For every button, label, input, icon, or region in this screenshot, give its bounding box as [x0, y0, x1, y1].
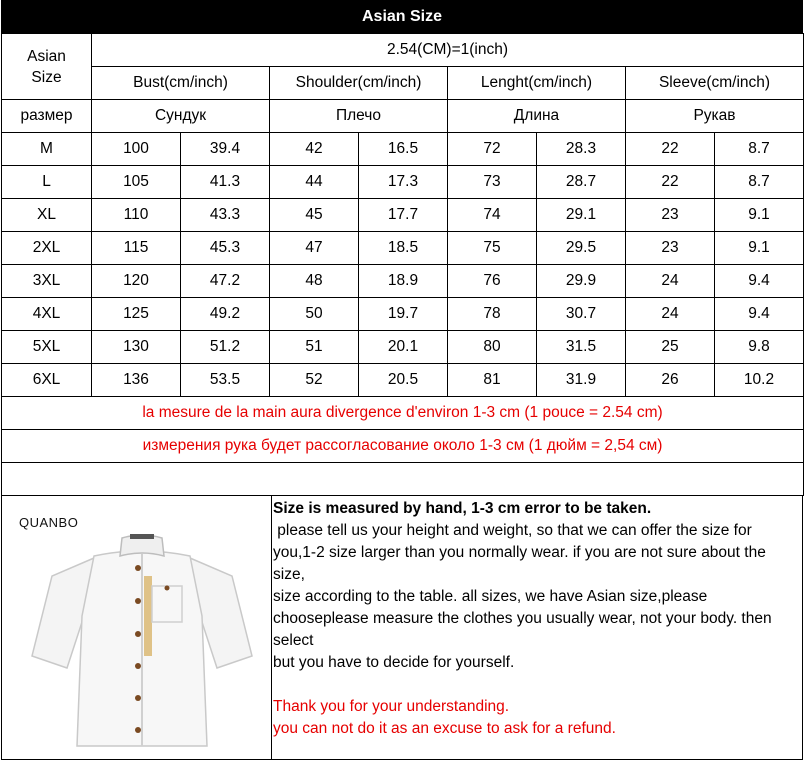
value-cell: 74	[448, 199, 537, 232]
value-cell: 75	[448, 232, 537, 265]
info-line: you,1-2 size larger than you normally wear. if you are not sure about the	[273, 544, 766, 561]
note-row	[2, 397, 804, 430]
value-cell: 22	[626, 133, 715, 166]
value-cell: 130	[92, 331, 181, 364]
value-cell: 42	[270, 133, 359, 166]
value-cell: 31.5	[537, 331, 626, 364]
value-cell: 29.9	[537, 265, 626, 298]
shirt-illustration	[22, 506, 262, 751]
value-cell: 28.7	[537, 166, 626, 199]
size-cell: 3XL	[2, 265, 92, 298]
table-row	[2, 364, 804, 397]
value-cell: 29.5	[537, 232, 626, 265]
asian-size-label: Asian Size	[27, 47, 66, 86]
value-cell: 18.9	[359, 265, 448, 298]
value-cell: 51	[270, 331, 359, 364]
value-cell: 115	[92, 232, 181, 265]
info-bold-line: Size is measured by hand, 1-3 cm error to be taken.	[273, 500, 652, 517]
product-image	[2, 496, 272, 759]
blank-cell	[2, 463, 804, 496]
value-cell: 51.2	[181, 331, 270, 364]
value-cell: 10.2	[715, 364, 804, 397]
info-line: size,	[273, 566, 305, 583]
value-cell: 31.9	[537, 364, 626, 397]
value-cell: 23	[626, 199, 715, 232]
value-cell: 43.3	[181, 199, 270, 232]
value-cell: 52	[270, 364, 359, 397]
size-cell: M	[2, 133, 92, 166]
value-cell: 125	[92, 298, 181, 331]
value-cell: 41.3	[181, 166, 270, 199]
value-cell: 78	[448, 298, 537, 331]
table-row	[2, 166, 804, 199]
size-cell: 5XL	[2, 331, 92, 364]
value-cell: 18.5	[359, 232, 448, 265]
value-cell: 105	[92, 166, 181, 199]
info-line: size according to the table. all sizes, we have Asian size,please	[273, 588, 708, 605]
size-info-text	[273, 498, 803, 740]
value-cell: 25	[626, 331, 715, 364]
table-row	[2, 232, 804, 265]
note-russian: измерения рука будет рассогласование около 1-3 см (1 дюйм = 2,54 см)	[2, 430, 804, 463]
chart-title: Asian Size	[1, 0, 803, 33]
value-cell: 48	[270, 265, 359, 298]
brand-logo: QUANBO	[19, 515, 79, 530]
value-cell: 81	[448, 364, 537, 397]
value-cell: 8.7	[715, 133, 804, 166]
size-cell: L	[2, 166, 92, 199]
value-cell: 9.8	[715, 331, 804, 364]
value-cell: 8.7	[715, 166, 804, 199]
value-cell: 9.1	[715, 199, 804, 232]
value-cell: 24	[626, 265, 715, 298]
product-info-section	[1, 495, 803, 760]
value-cell: 73	[448, 166, 537, 199]
ru-col-sleeve: Рукав	[626, 100, 804, 133]
ru-col-shoulder: Плечо	[270, 100, 448, 133]
value-cell: 49.2	[181, 298, 270, 331]
value-cell: 20.1	[359, 331, 448, 364]
size-cell: 2XL	[2, 232, 92, 265]
value-cell: 20.5	[359, 364, 448, 397]
size-cell: XL	[2, 199, 92, 232]
value-cell: 47	[270, 232, 359, 265]
value-cell: 17.7	[359, 199, 448, 232]
conversion-note: 2.54(CM)=1(inch)	[92, 34, 804, 67]
table-row	[2, 199, 804, 232]
value-cell: 9.4	[715, 265, 804, 298]
value-cell: 30.7	[537, 298, 626, 331]
value-cell: 80	[448, 331, 537, 364]
col-header-bust: Bust(cm/inch)	[92, 67, 270, 100]
value-cell: 50	[270, 298, 359, 331]
value-cell: 45	[270, 199, 359, 232]
size-cell: 4XL	[2, 298, 92, 331]
size-table	[1, 33, 804, 496]
value-cell: 39.4	[181, 133, 270, 166]
header-row-2	[2, 67, 804, 100]
value-cell: 28.3	[537, 133, 626, 166]
value-cell: 17.3	[359, 166, 448, 199]
ru-col-length: Длина	[448, 100, 626, 133]
value-cell: 9.1	[715, 232, 804, 265]
value-cell: 100	[92, 133, 181, 166]
info-line: but you have to decide for yourself.	[273, 654, 515, 671]
table-row	[2, 133, 804, 166]
value-cell: 22	[626, 166, 715, 199]
ru-col-bust: Сундук	[92, 100, 270, 133]
value-cell: 136	[92, 364, 181, 397]
info-line: choosepleasе measure the clothes you usually wear, not your body. then	[273, 610, 772, 627]
ru-size-label: размер	[2, 100, 92, 133]
value-cell: 53.5	[181, 364, 270, 397]
header-row-ru	[2, 100, 804, 133]
value-cell: 29.1	[537, 199, 626, 232]
col-header-sleeve: Sleeve(cm/inch)	[626, 67, 804, 100]
size-cell: 6XL	[2, 364, 92, 397]
table-row	[2, 331, 804, 364]
header-row-1	[2, 34, 804, 67]
value-cell: 16.5	[359, 133, 448, 166]
value-cell: 26	[626, 364, 715, 397]
col-header-shoulder: Shoulder(cm/inch)	[270, 67, 448, 100]
value-cell: 110	[92, 199, 181, 232]
value-cell: 47.2	[181, 265, 270, 298]
value-cell: 9.4	[715, 298, 804, 331]
value-cell: 24	[626, 298, 715, 331]
value-cell: 76	[448, 265, 537, 298]
note-row	[2, 430, 804, 463]
table-row	[2, 298, 804, 331]
note-french: la mesure de la main aura divergence d'environ 1-3 cm (1 pouce = 2.54 cm)	[2, 397, 804, 430]
value-cell: 44	[270, 166, 359, 199]
info-red-line: Thank you for your understanding.	[273, 698, 510, 715]
asian-size-header	[2, 34, 92, 100]
value-cell: 120	[92, 265, 181, 298]
blank-row	[2, 463, 804, 496]
value-cell: 19.7	[359, 298, 448, 331]
info-line: please tell us your height and weight, so that we can offer the size for	[273, 522, 752, 539]
value-cell: 72	[448, 133, 537, 166]
info-red-line: you can not do it as an excuse to ask for a refund.	[273, 720, 616, 737]
table-row	[2, 265, 804, 298]
col-header-length: Lenght(cm/inch)	[448, 67, 626, 100]
value-cell: 23	[626, 232, 715, 265]
value-cell: 45.3	[181, 232, 270, 265]
info-line: select	[273, 632, 314, 649]
